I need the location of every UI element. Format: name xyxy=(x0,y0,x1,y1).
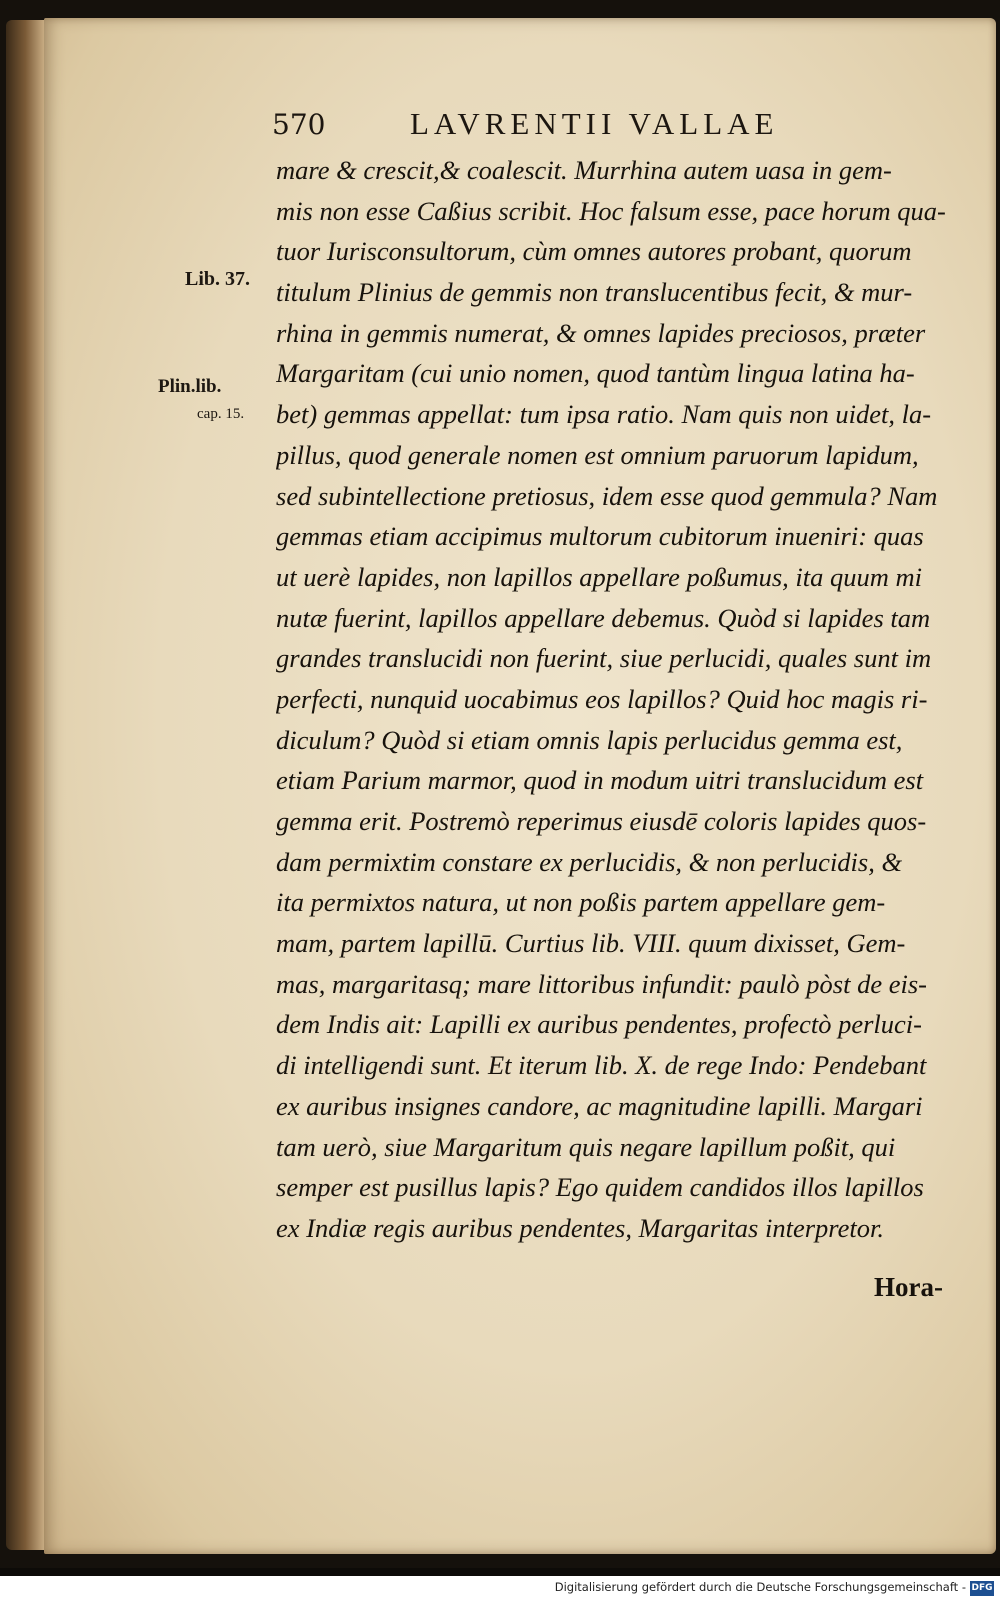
text-line: rhina in gemmis numerat, & omnes lapides preciosos, præter xyxy=(276,317,926,348)
text-line: ex auribus insignes candore, ac magnitudine lapilli. Margari xyxy=(276,1090,923,1121)
text-line: bet) gemmas appellat: tum ipsa ratio. Nam quis non uidet, la- xyxy=(276,399,932,430)
page-header xyxy=(272,104,832,148)
text-line: perfecti, nunquid uocabimus eos lapillos? Quid hoc magis ri- xyxy=(276,683,928,714)
text-line: semper est pusillus lapis? Ego quidem candidos illos lapillos xyxy=(276,1172,924,1203)
main-text xyxy=(276,150,956,1249)
text-line: nutæ fuerint, lapillos appellare debemus. Quòd si lapides tam xyxy=(276,602,931,633)
text-line: tam uerò, siue Margaritum quis negare lapillum poßit, qui xyxy=(276,1131,896,1162)
funding-credit: Digitalisierung gefördert durch die Deutsche Forschungsgemeinschaft - xyxy=(554,1580,966,1594)
text-line: ut uerè lapides, non lapillos appellare poßumus, ita quum mi xyxy=(276,561,923,592)
text-line: tuor Iurisconsultorum, cùm omnes autores probant, quorum xyxy=(276,236,912,267)
text-line: mis non esse Caßius scribit. Hoc falsum esse, pace horum qua- xyxy=(276,195,946,226)
page-number: 570 xyxy=(272,108,326,141)
text-line: dem Indis ait: Lapilli ex auribus pendentes, profectò perluci- xyxy=(276,1009,922,1040)
margin-note-lib: Lib. 37. xyxy=(185,268,251,290)
text-line: etiam Parium marmor, quod in modum uitri translucidum est xyxy=(276,765,924,796)
text-line: mam, partem lapillū. Curtius lib. VIII. quum dixisset, Gem- xyxy=(276,928,906,959)
text-line: titulum Plinius de gemmis non translucentibus fecit, & mur- xyxy=(276,277,913,308)
margin-note-cap: cap. 15. xyxy=(197,406,245,422)
footer-bar xyxy=(0,1576,1000,1602)
text-line: mas, margaritasq; mare littoribus infundit: paulò pòst de eis- xyxy=(276,968,927,999)
text-line: gemmas etiam accipimus multorum cubitorum inueniri: quas xyxy=(276,521,924,552)
text-line: diculum? Quòd si etiam omnis lapis perlucidus gemma est, xyxy=(276,724,903,755)
text-line: di intelligendi sunt. Et iterum lib. X. de rege Indo: Pendebant xyxy=(276,1050,927,1081)
text-line: grandes translucidi non fuerint, siue perlucidi, quales sunt im xyxy=(276,643,932,674)
margin-note-plin: Plin.lib. xyxy=(158,376,222,397)
text-line: sed subintellectione pretiosus, idem esse quod gemmula? Nam xyxy=(276,480,938,511)
text-line: ex Indiæ regis auribus pendentes, Margaritas interpretor. xyxy=(276,1212,884,1243)
dfg-logo-icon: DFG xyxy=(970,1581,994,1596)
text-line: pillus, quod generale nomen est omnium paruorum lapidum, xyxy=(276,439,919,470)
running-title: LAVRENTII VALLAE xyxy=(410,106,779,141)
text-line: ita permixtos natura, ut non poßis partem appellare gem- xyxy=(276,887,886,918)
text-line: mare & crescit,& coalescit. Murrhina autem uasa in gem- xyxy=(276,155,892,185)
text-line: gemma erit. Postremò reperimus eiusdē coloris lapides quos- xyxy=(276,806,927,836)
catchword: Hora- xyxy=(874,1272,943,1302)
text-line: Margaritam (cui unio nomen, quod tantùm lingua latina ha- xyxy=(276,358,915,389)
text-line: dam permixtim constare ex perlucidis, & non perlucidis, & xyxy=(276,846,903,877)
